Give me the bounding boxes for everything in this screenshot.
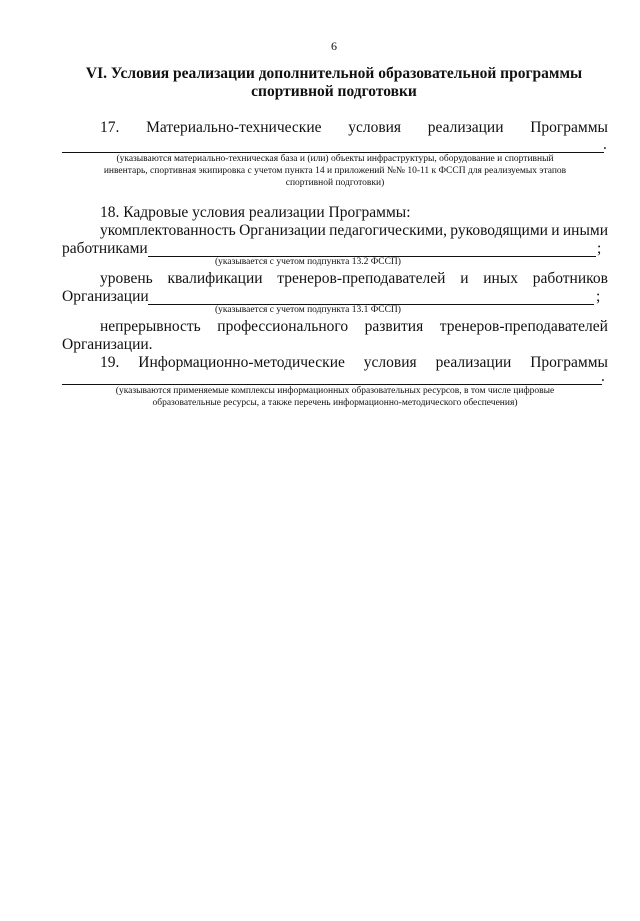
- item19-fill-line: [62, 384, 602, 385]
- item19-word-4: Программы: [530, 354, 608, 371]
- item17-number: 17.: [100, 119, 120, 136]
- item19-number: 19.: [100, 354, 120, 371]
- qualification-word-4: и: [460, 270, 469, 287]
- item17-note-line1: (указываются материально-техническая база и (или) объекты инфраструктуры, оборудование и спортивный: [116, 154, 554, 164]
- item19-word-2: условия: [363, 354, 417, 371]
- staffing-word-4: руководящими: [450, 222, 548, 239]
- item17-word-3: реализации: [427, 119, 504, 136]
- item18-heading: 18. Кадровые условия реализации Программы:: [100, 204, 411, 221]
- staffing-word-3: педагогическими,: [329, 222, 447, 239]
- staffing-word-2: Организации: [239, 222, 326, 239]
- continuity-continuation: Организации.: [62, 336, 153, 353]
- item17-note-line2: инвентарь, спортивная экипировка с учетом пункта 14 и приложений №№ 10-11 к ФССП для реализуемых этапов: [103, 166, 567, 176]
- item19-word-3: реализации: [435, 354, 512, 371]
- continuity-word-1: непрерывность: [100, 318, 201, 335]
- item18-qualification-line: [100, 270, 608, 288]
- staffing-word-1: укомплектованность: [100, 222, 236, 239]
- item17-word-1: Материально-технические: [146, 119, 322, 136]
- staffing-continuation: работниками: [62, 240, 148, 257]
- continuity-word-3: развития: [364, 318, 424, 335]
- item17-word-2: условия: [348, 119, 402, 136]
- page-number: 6: [331, 39, 337, 53]
- staffing-end-punct: ;: [597, 240, 602, 257]
- staffing-word-6: иными: [562, 222, 608, 239]
- qualification-word-5: иных: [483, 270, 518, 287]
- item19-note-line2: образовательные ресурсы, а также перечень информационно-методического обеспечения): [152, 398, 518, 408]
- section-title-line2: спортивной подготовки: [251, 83, 417, 100]
- section-title-line1: VI. Условия реализации дополнительной образовательной программы: [85, 65, 583, 82]
- item19-word-1: Информационно-методические: [138, 354, 345, 371]
- qualification-end-punct: ;: [596, 288, 601, 305]
- qualification-note: (указывается с учетом подпункта 13.1 ФССП): [215, 305, 401, 315]
- item19-note-line1: (указываются применяемые комплексы информационных образовательных ресурсов, в том числе цифровые: [115, 386, 555, 396]
- qualification-word-2: квалификации: [167, 270, 263, 287]
- item17-fill-line: [62, 152, 604, 153]
- item19-line: [100, 354, 608, 372]
- continuity-word-2: профессионального: [217, 318, 349, 335]
- item18-continuity-line: [100, 318, 608, 336]
- staffing-word-5: и: [551, 222, 560, 239]
- item19-end-punct: .: [601, 368, 605, 385]
- item17-note-line3: спортивной подготовки): [285, 178, 385, 188]
- qualification-word-3: тренеров-преподавателей: [277, 270, 446, 287]
- item17-end-punct: .: [603, 136, 607, 153]
- item17-line: [100, 119, 608, 137]
- qualification-word-6: работников: [532, 270, 608, 287]
- qualification-word-1: уровень: [100, 270, 153, 287]
- staffing-note: (указывается с учетом подпункта 13.2 ФССП): [215, 257, 401, 267]
- qualification-continuation: Организации: [62, 288, 149, 305]
- item17-word-4: Программы: [530, 119, 608, 136]
- item18-staffing-line: [100, 222, 608, 240]
- continuity-word-4: тренеров-преподавателей: [439, 318, 608, 335]
